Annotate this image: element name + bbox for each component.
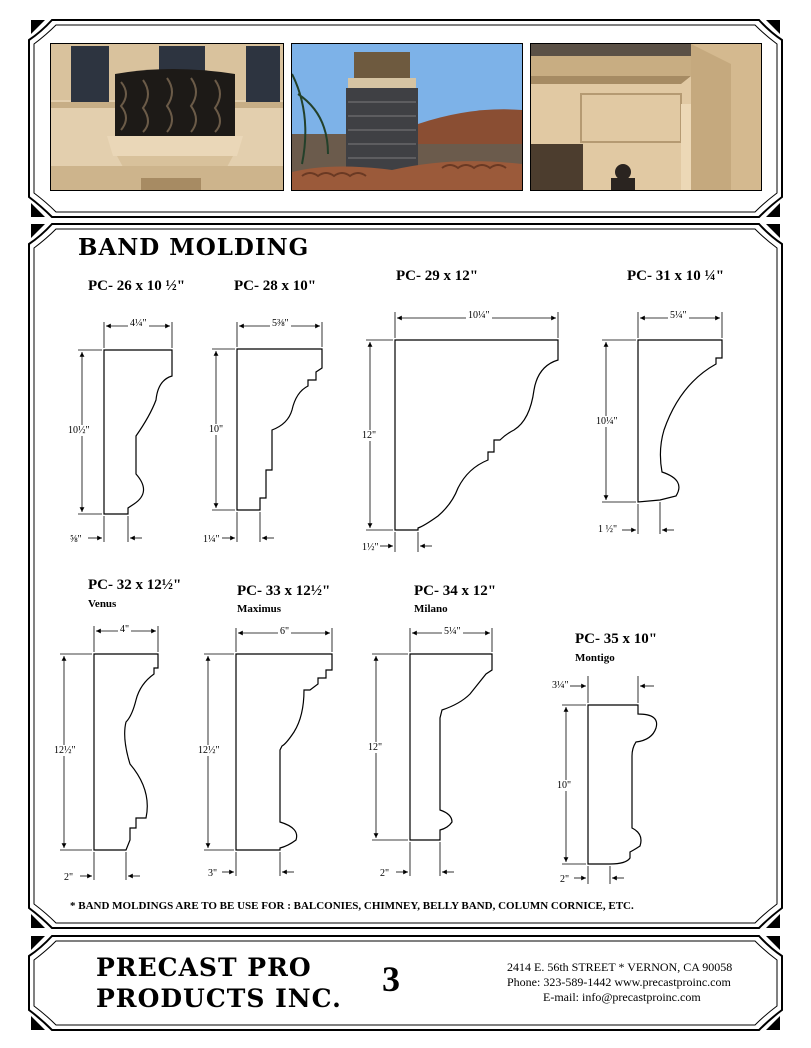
- company-address: 2414 E. 56th STREET * VERNON, CA 90058: [507, 960, 733, 974]
- dim-height-pc-31: 10¼": [596, 416, 618, 427]
- company-name-line2: PRODUCTS INC.: [96, 984, 342, 1013]
- molding-code-pc-26: PC- 26 x 10 ½": [88, 278, 186, 294]
- profile-pc-32: [94, 654, 158, 850]
- molding-code-pc-32: PC- 32 x 12½": [88, 577, 182, 593]
- molding-name-venus: Venus: [88, 598, 117, 610]
- dim-width-pc-28: 5⅜": [272, 318, 289, 329]
- page-number: 3: [382, 959, 400, 999]
- dim-width-pc-34: 5¼": [444, 626, 461, 637]
- dim-projection-pc-35: 2": [560, 874, 570, 885]
- dim-height-pc-26: 10½": [68, 425, 90, 436]
- dim-projection-pc-34: 2": [380, 868, 390, 879]
- dim-width-pc-31: 5¼": [670, 310, 687, 321]
- profile-pc-28: [237, 349, 322, 510]
- profile-pc-34: [410, 654, 492, 840]
- dim-height-pc-35: 10": [557, 780, 572, 791]
- dim-projection-pc-29: 1½": [362, 542, 379, 553]
- dim-height-pc-34: 12": [368, 742, 383, 753]
- molding-code-pc-34: PC- 34 x 12": [414, 583, 497, 599]
- profile-pc-33: [236, 654, 332, 850]
- dim-height-pc-32: 12½": [54, 745, 76, 756]
- dim-width-pc-35: 3¼": [552, 680, 569, 691]
- company-phone-web: Phone: 323-589-1442 www.precastproinc.com: [507, 975, 731, 989]
- molding-name-milano: Milano: [414, 603, 448, 615]
- profile-pc-26: [104, 350, 172, 514]
- usage-note: * BAND MOLDINGS ARE TO BE USE FOR : BALCONIES, CHIMNEY, BELLY BAND, COLUMN CORNICE, ETC.: [70, 900, 634, 912]
- profile-pc-31: [638, 340, 722, 502]
- dim-width-pc-32: 4": [120, 624, 130, 635]
- section-title: BAND MOLDING: [78, 234, 310, 261]
- molding-code-pc-31: PC- 31 x 10 ¼": [627, 268, 725, 284]
- profile-pc-35: [588, 705, 657, 864]
- dim-projection-pc-26: ⅝": [70, 534, 82, 545]
- dim-projection-pc-28: 1¼": [203, 534, 220, 545]
- dim-projection-pc-32: 2": [64, 872, 74, 883]
- dim-height-pc-29: 12": [362, 430, 377, 441]
- molding-code-pc-29: PC- 29 x 12": [396, 268, 479, 284]
- molding-code-pc-33: PC- 33 x 12½": [237, 583, 331, 599]
- dim-width-pc-33: 6": [280, 626, 290, 637]
- molding-code-pc-35: PC- 35 x 10": [575, 631, 658, 647]
- company-email: E-mail: info@precastproinc.com: [543, 990, 701, 1004]
- molding-name-montigo: Montigo: [575, 652, 615, 664]
- company-name-line1: PRECAST PRO: [96, 953, 312, 982]
- dim-width-pc-29: 10¼": [468, 310, 490, 321]
- dim-height-pc-33: 12½": [198, 745, 220, 756]
- dim-height-pc-28: 10": [209, 424, 224, 435]
- dim-projection-pc-31: 1 ½": [598, 524, 618, 535]
- dim-width-pc-26: 4¼": [130, 318, 147, 329]
- molding-name-maximus: Maximus: [237, 603, 281, 615]
- dim-projection-pc-33: 3": [208, 868, 218, 879]
- profile-pc-29: [395, 340, 558, 530]
- molding-code-pc-28: PC- 28 x 10": [234, 278, 317, 294]
